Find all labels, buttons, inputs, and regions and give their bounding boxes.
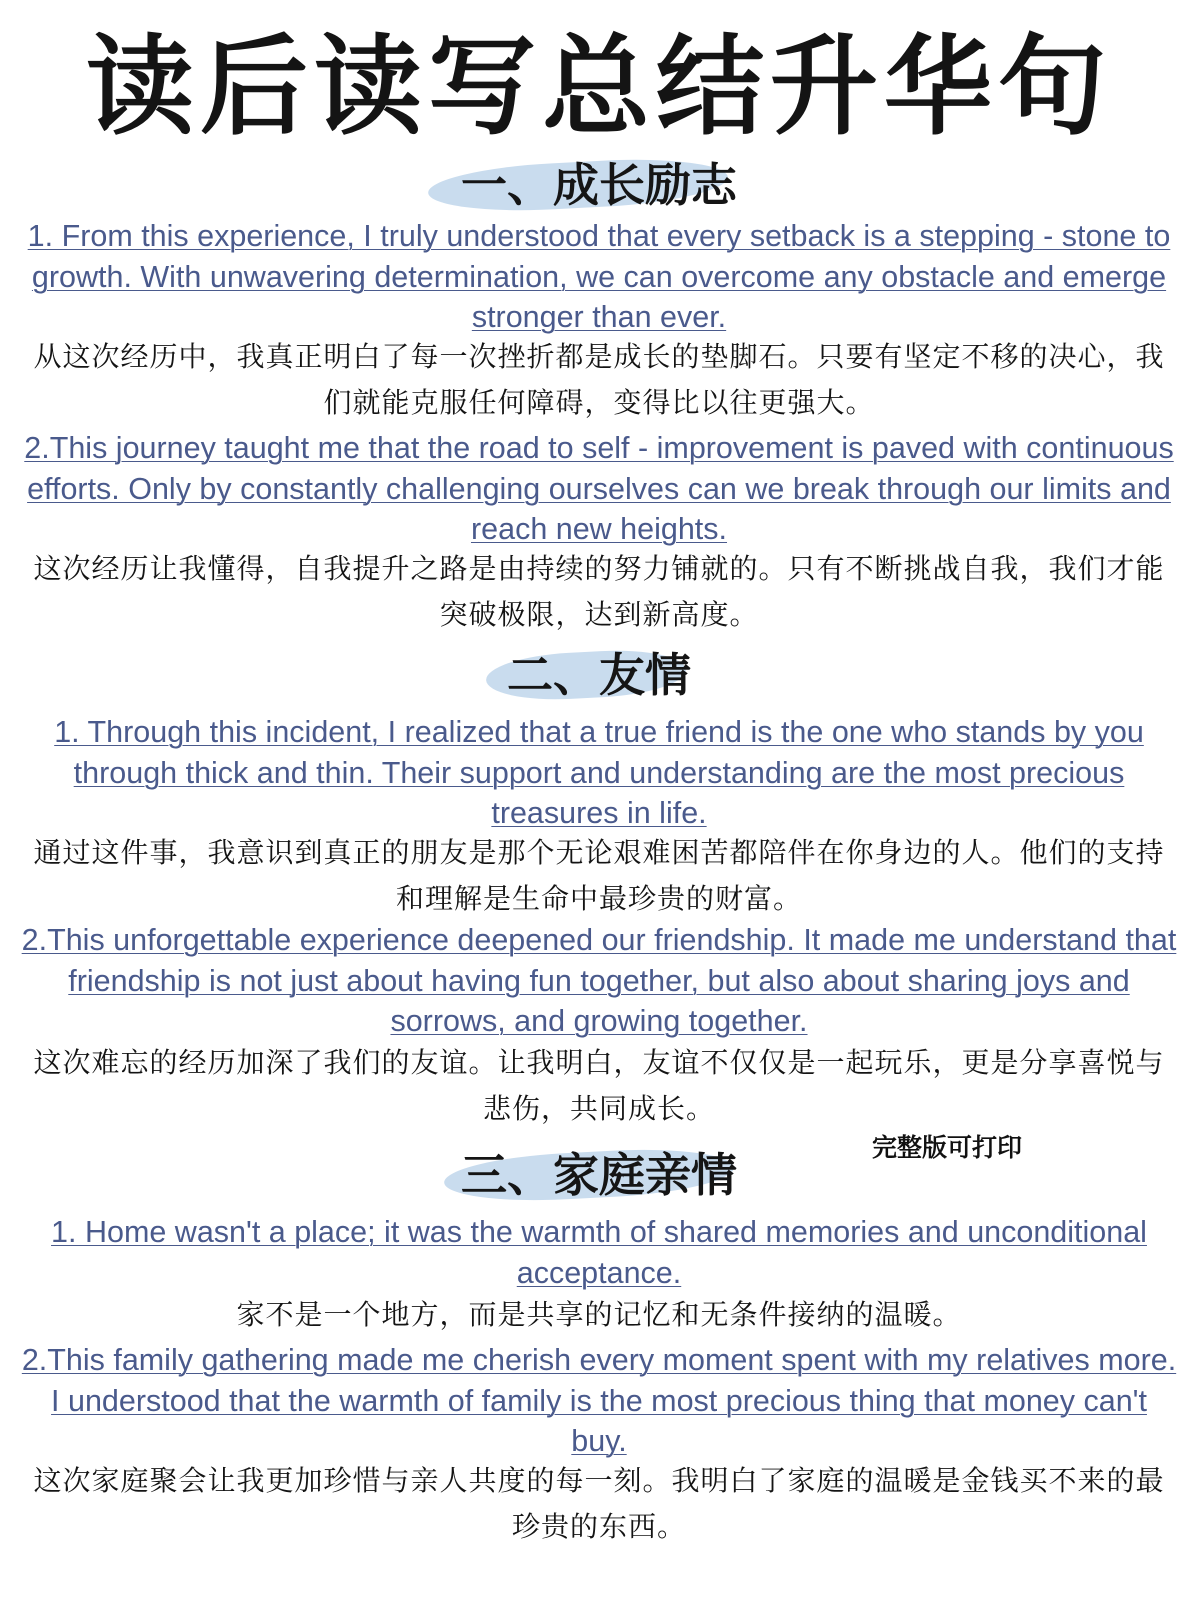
section-heading-label: 一、成长励志 xyxy=(461,158,737,212)
printable-note: 完整版可打印 xyxy=(872,1133,1023,1162)
english-sentence: 2.This family gathering made me cherish every moment spent with my relatives more. I understood that the warmth of family is the most precious thing that money can't buy. xyxy=(21,1343,1177,1458)
chinese-translation: 这次难忘的经历加深了我们的友谊。让我明白，友谊不仅仅是一起玩乐，更是分享喜悦与悲伤，共同成长。 xyxy=(33,1046,1165,1125)
chinese-translation: 这次家庭聚会让我更加珍惜与亲人共度的每一刻。我明白了家庭的温暖是金钱买不来的最珍贵的东西。 xyxy=(33,1464,1165,1543)
section-heading-friendship xyxy=(0,640,1198,710)
section-heading-family xyxy=(0,1140,1198,1210)
chinese-translation: 从这次经历中，我真正明白了每一次挫折都是成长的垫脚石。只要有坚定不移的决心，我们就能克服任何障碍，变得比以往更强大。 xyxy=(33,340,1165,419)
chinese-translation: 家不是一个地方，而是共享的记忆和无条件接纳的温暖。 xyxy=(236,1298,962,1331)
english-sentence: 2.This journey taught me that the road to self - improvement is paved with continuous efforts. Only by constantly challenging ourselves can we break through our limits and reach new heights. xyxy=(24,431,1174,546)
english-sentence: 1. From this experience, I truly understood that every setback is a stepping - stone to growth. With unwavering determination, we can overcome any obstacle and emerge stronger than ever. xyxy=(27,219,1171,334)
english-sentence: 1. Home wasn't a place; it was the warmth of shared memories and unconditional acceptance. xyxy=(51,1215,1147,1290)
chinese-translation: 通过这件事，我意识到真正的朋友是那个无论艰难困苦都陪伴在你身边的人。他们的支持和理解是生命中最珍贵的财富。 xyxy=(33,836,1165,915)
page-title: 读后读写总结升华句 xyxy=(85,24,1112,150)
english-sentence: 1. Through this incident, I realized that a true friend is the one who stands by you through thick and thin. Their support and understanding are the most precious treasures in life. xyxy=(54,715,1144,830)
english-sentence: 2.This unforgettable experience deepened our friendship. It made me understand that friendship is not just about having fun together, but also about sharing joys and sorrows, and growing together. xyxy=(21,923,1177,1038)
section-heading-growth xyxy=(0,150,1198,220)
section-heading-label: 三、家庭亲情 xyxy=(461,1148,737,1202)
section-heading-label: 二、友情 xyxy=(507,648,691,702)
chinese-translation: 这次经历让我懂得，自我提升之路是由持续的努力铺就的。只有不断挑战自我，我们才能突破极限，达到新高度。 xyxy=(33,552,1165,631)
